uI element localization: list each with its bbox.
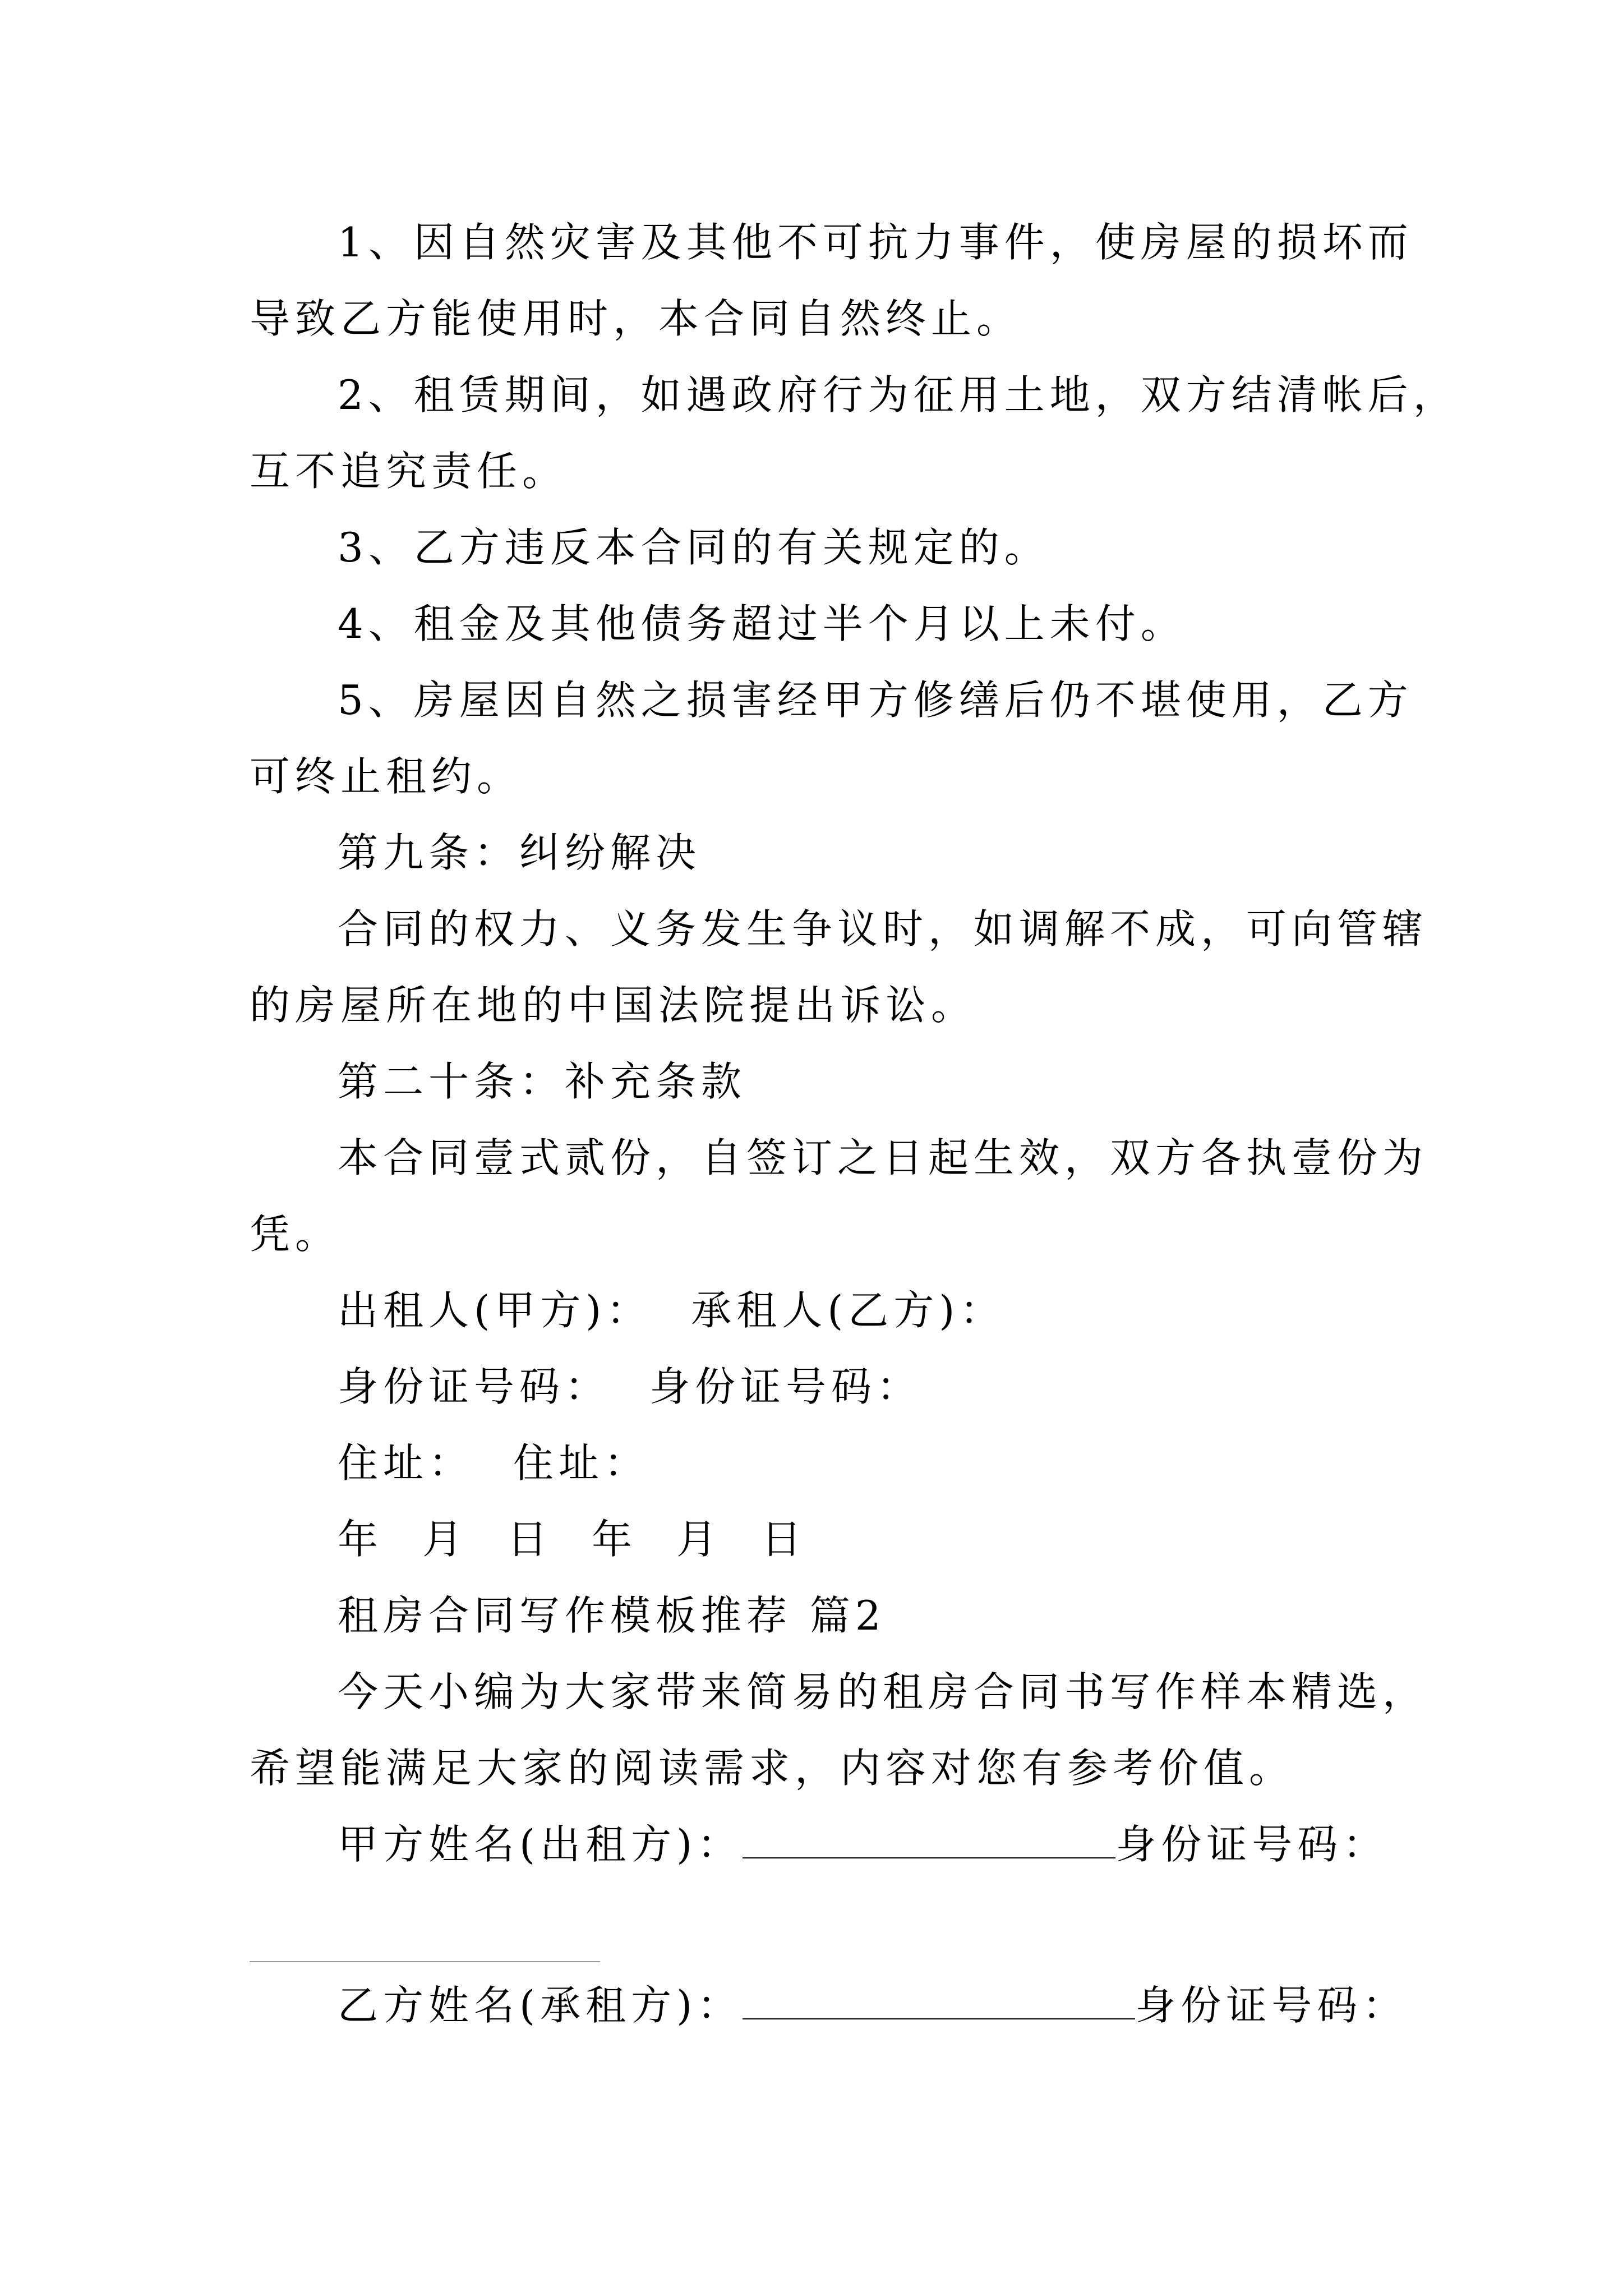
party-b-id-label: 身份证号码： [1135, 1982, 1408, 2029]
signature-date-row [338, 1511, 806, 1567]
article-9-line-2: 的房屋所在地的中国法院提出诉讼。 [250, 982, 977, 1029]
clause-5-line-1: 5、房屋因自然之损害经甲方修缮后仍不堪使用，乙方 [338, 677, 1413, 724]
signature-id-row [338, 1359, 922, 1415]
date-year-2: 年 [592, 1516, 638, 1563]
party-b-name-label: 乙方姓名(承租方)： [338, 1982, 743, 2029]
lessor-label: 出租人(甲方)： [338, 1287, 652, 1334]
party-a-name-label: 甲方姓名(出租方)： [338, 1821, 743, 1868]
lessee-id-label: 身份证号码： [649, 1363, 923, 1410]
date-year-1: 年 [338, 1516, 384, 1563]
clause-2-line-2: 互不追究责任。 [250, 448, 568, 495]
signature-parties-row [338, 1282, 1005, 1338]
section-2-heading: 租房合同写作模板推荐 篇2 [338, 1592, 886, 1639]
signature-address-row [338, 1435, 649, 1491]
date-month-2: 月 [676, 1516, 722, 1563]
clause-3: 3、乙方违反本合同的有关规定的。 [338, 524, 1050, 571]
party-b-name-blank [743, 1986, 1135, 2019]
article-20-line-1: 本合同壹式贰份，自签订之日起生效，双方各执壹份为 [338, 1134, 1428, 1181]
clause-4: 4、租金及其他债务超过半个月以上未付。 [338, 600, 1186, 647]
article-9-line-1: 合同的权力、义务发生争议时，如调解不成，可向管辖 [338, 905, 1428, 953]
lessee-address-label: 住址： [513, 1439, 650, 1487]
party-a-name-blank [743, 1825, 1115, 1858]
party-a-row [338, 1816, 1388, 1872]
date-month-1: 月 [422, 1516, 468, 1563]
clause-5-line-2: 可终止租约。 [250, 753, 523, 800]
lessor-address-label: 住址： [338, 1439, 474, 1487]
party-b-row [338, 1977, 1408, 2033]
section-2-intro-line-1: 今天小编为大家带来简易的租房合同书写作样本精选， [338, 1668, 1428, 1715]
party-a-id-label: 身份证号码： [1115, 1821, 1389, 1868]
article-9-heading: 第九条：纠纷解决 [338, 829, 702, 876]
party-a-id-blank-rule [250, 1961, 600, 1962]
clause-1-line-1: 1、因自然灾害及其他不可抗力事件，使房屋的损坏而 [338, 219, 1413, 266]
lessee-label: 承租人(乙方)： [691, 1287, 1006, 1334]
article-20-heading: 第二十条：补充条款 [338, 1058, 747, 1105]
date-day-1: 日 [507, 1516, 553, 1563]
article-20-line-2: 凭。 [250, 1211, 341, 1258]
date-day-2: 日 [761, 1516, 807, 1563]
lessor-id-label: 身份证号码： [338, 1363, 611, 1410]
clause-1-line-2: 导致乙方能使用时，本合同自然终止。 [250, 295, 1022, 342]
section-2-intro-line-2: 希望能满足大家的阅读需求，内容对您有参考价值。 [250, 1745, 1295, 1792]
clause-2-line-1: 2、租赁期间，如遇政府行为征用土地，双方结清帐后， [338, 371, 1459, 418]
